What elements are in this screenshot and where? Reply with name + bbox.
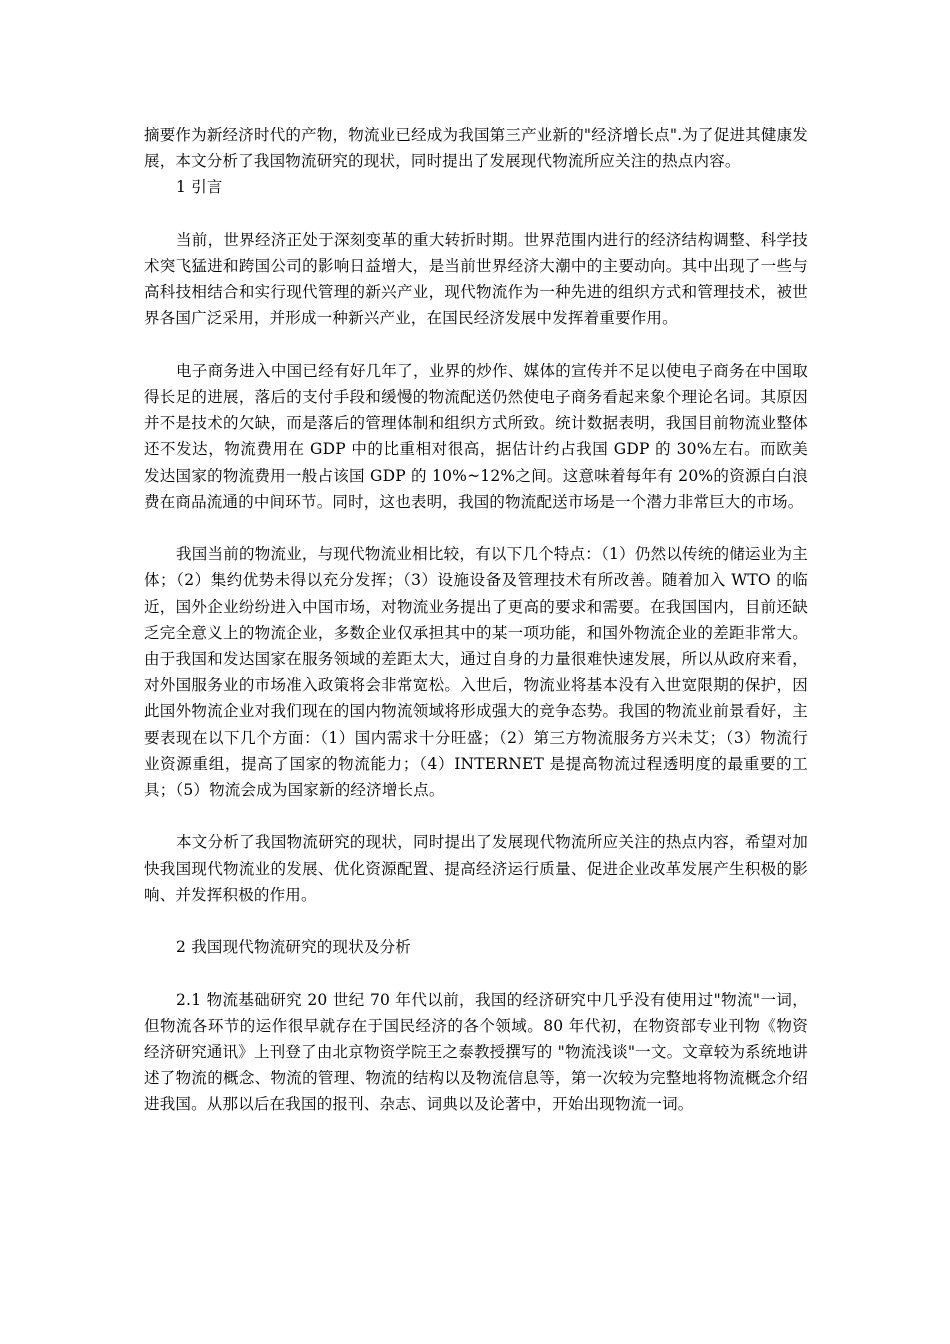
paragraph-gap — [144, 201, 808, 227]
body-paragraph-4: 本文分析了我国物流研究的现状，同时提出了发展现代物流所应关注的热点内容，希望对加快我国现代物流业的发展、优化资源配置、提高经济运行质量、促进企业改革发展产生积极的影响、并发挥积极的作用。 — [144, 833, 808, 904]
body-paragraph-1: 当前，世界经济正处于深刻变革的重大转折时期。世界范围内进行的经济结构调整、科学技术突飞猛进和跨国公司的影响日益增大，是当前世界经济大潮中的主要动向。其中出现了一些与高科技相结合和实行现代管理的新兴产业，现代物流作为一种先进的组织方式和管理技术，被世界各国广泛采用，并形成一种新兴产业，在国民经济发展中发挥着重要作用。 — [144, 230, 808, 328]
paragraph-gap — [144, 908, 808, 934]
paragraph-gap — [144, 960, 808, 986]
paragraph-gap — [144, 332, 808, 358]
body-paragraph-2: 电子商务进入中国已经有好几年了，业界的炒作、媒体的宣传并不足以使电子商务在中国取得长足的进展，落后的支付手段和缓慢的物流配送仍然使电子商务看起来象个理论名词。其原因并不是技术的欠缺，而是落后的管理体制和组织方式所致。统计数据表明，我国目前物流业整体还不发达，物流费用在 GDP 中的比重相对很高，据估计约占我国 GDP 的 30%左右。而欧美发达国家的物流费用一般占该国 GDP 的 10%~12%之间。这意味着每年有 20%的资源白白浪费在商品流通的中间环节。同时，这也表明，我国的物流配送市场是一个潜力非常巨大的市场。 — [144, 361, 808, 511]
section-heading-status-analysis: 2 我国现代物流研究的现状及分析 — [176, 938, 411, 957]
document-page — [144, 122, 808, 1118]
paragraph-gap — [144, 515, 808, 541]
paragraph-gap — [144, 803, 808, 829]
section-heading-introduction: 1 引言 — [176, 178, 223, 197]
abstract-paragraph: 摘要作为新经济时代的产物，物流业已经成为我国第三产业新的"经济增长点".为了促进其健康发展，本文分析了我国物流研究的现状，同时提出了发展现代物流所应关注的热点内容。 — [144, 126, 808, 171]
body-paragraph-3: 我国当前的物流业，与现代物流业相比较，有以下几个特点：（1）仍然以传统的储运业为主体；（2）集约优势未得以充分发挥；（3）设施设备及管理技术有所改善。随着加入 WTO 的临近，国外企业纷纷进入中国市场，对物流业务提出了更高的要求和需要。在我国国内，目前还缺乏完全意义上的物流企业，多数企业仅承担其中的某一项功能，和国外物流企业的差距非常大。由于我国和发达国家在服务领域的差距太大，通过自身的力量很难快速发展，所以从政府来看，对外国服务业的市场准入政策将会非常宽松。入世后，物流业将基本没有入世宽限期的保护，因此国外物流企业对我们现在的国内物流领域将形成强大的竞争态势。我国的物流业前景看好，主要表现在以下几个方面：（1）国内需求十分旺盛；（2）第三方物流服务方兴未艾；（3）物流行业资源重组，提高了国家的物流能力；（4）INTERNET 是提高物流过程透明度的最重要的工具；（5）物流会成为国家新的经济增长点。 — [144, 545, 808, 800]
body-paragraph-5: 2.1 物流基础研究 20 世纪 70 年代以前，我国的经济研究中几乎没有使用过"物流"一词，但物流各环节的运作很早就存在于国民经济的各个领域。80 年代初，在物资部专业刊物《物资经济研究通讯》上刊登了由北京物资学院王之泰教授撰写的 "物流浅谈"一文。文章较为系统地讲述了物流的概念、物流的管理、物流的结构以及物流信息等，第一次较为完整地将物流概念介绍进我国。从那以后在我国的报刊、杂志、词典以及论著中，开始出现物流一词。 — [144, 990, 808, 1114]
